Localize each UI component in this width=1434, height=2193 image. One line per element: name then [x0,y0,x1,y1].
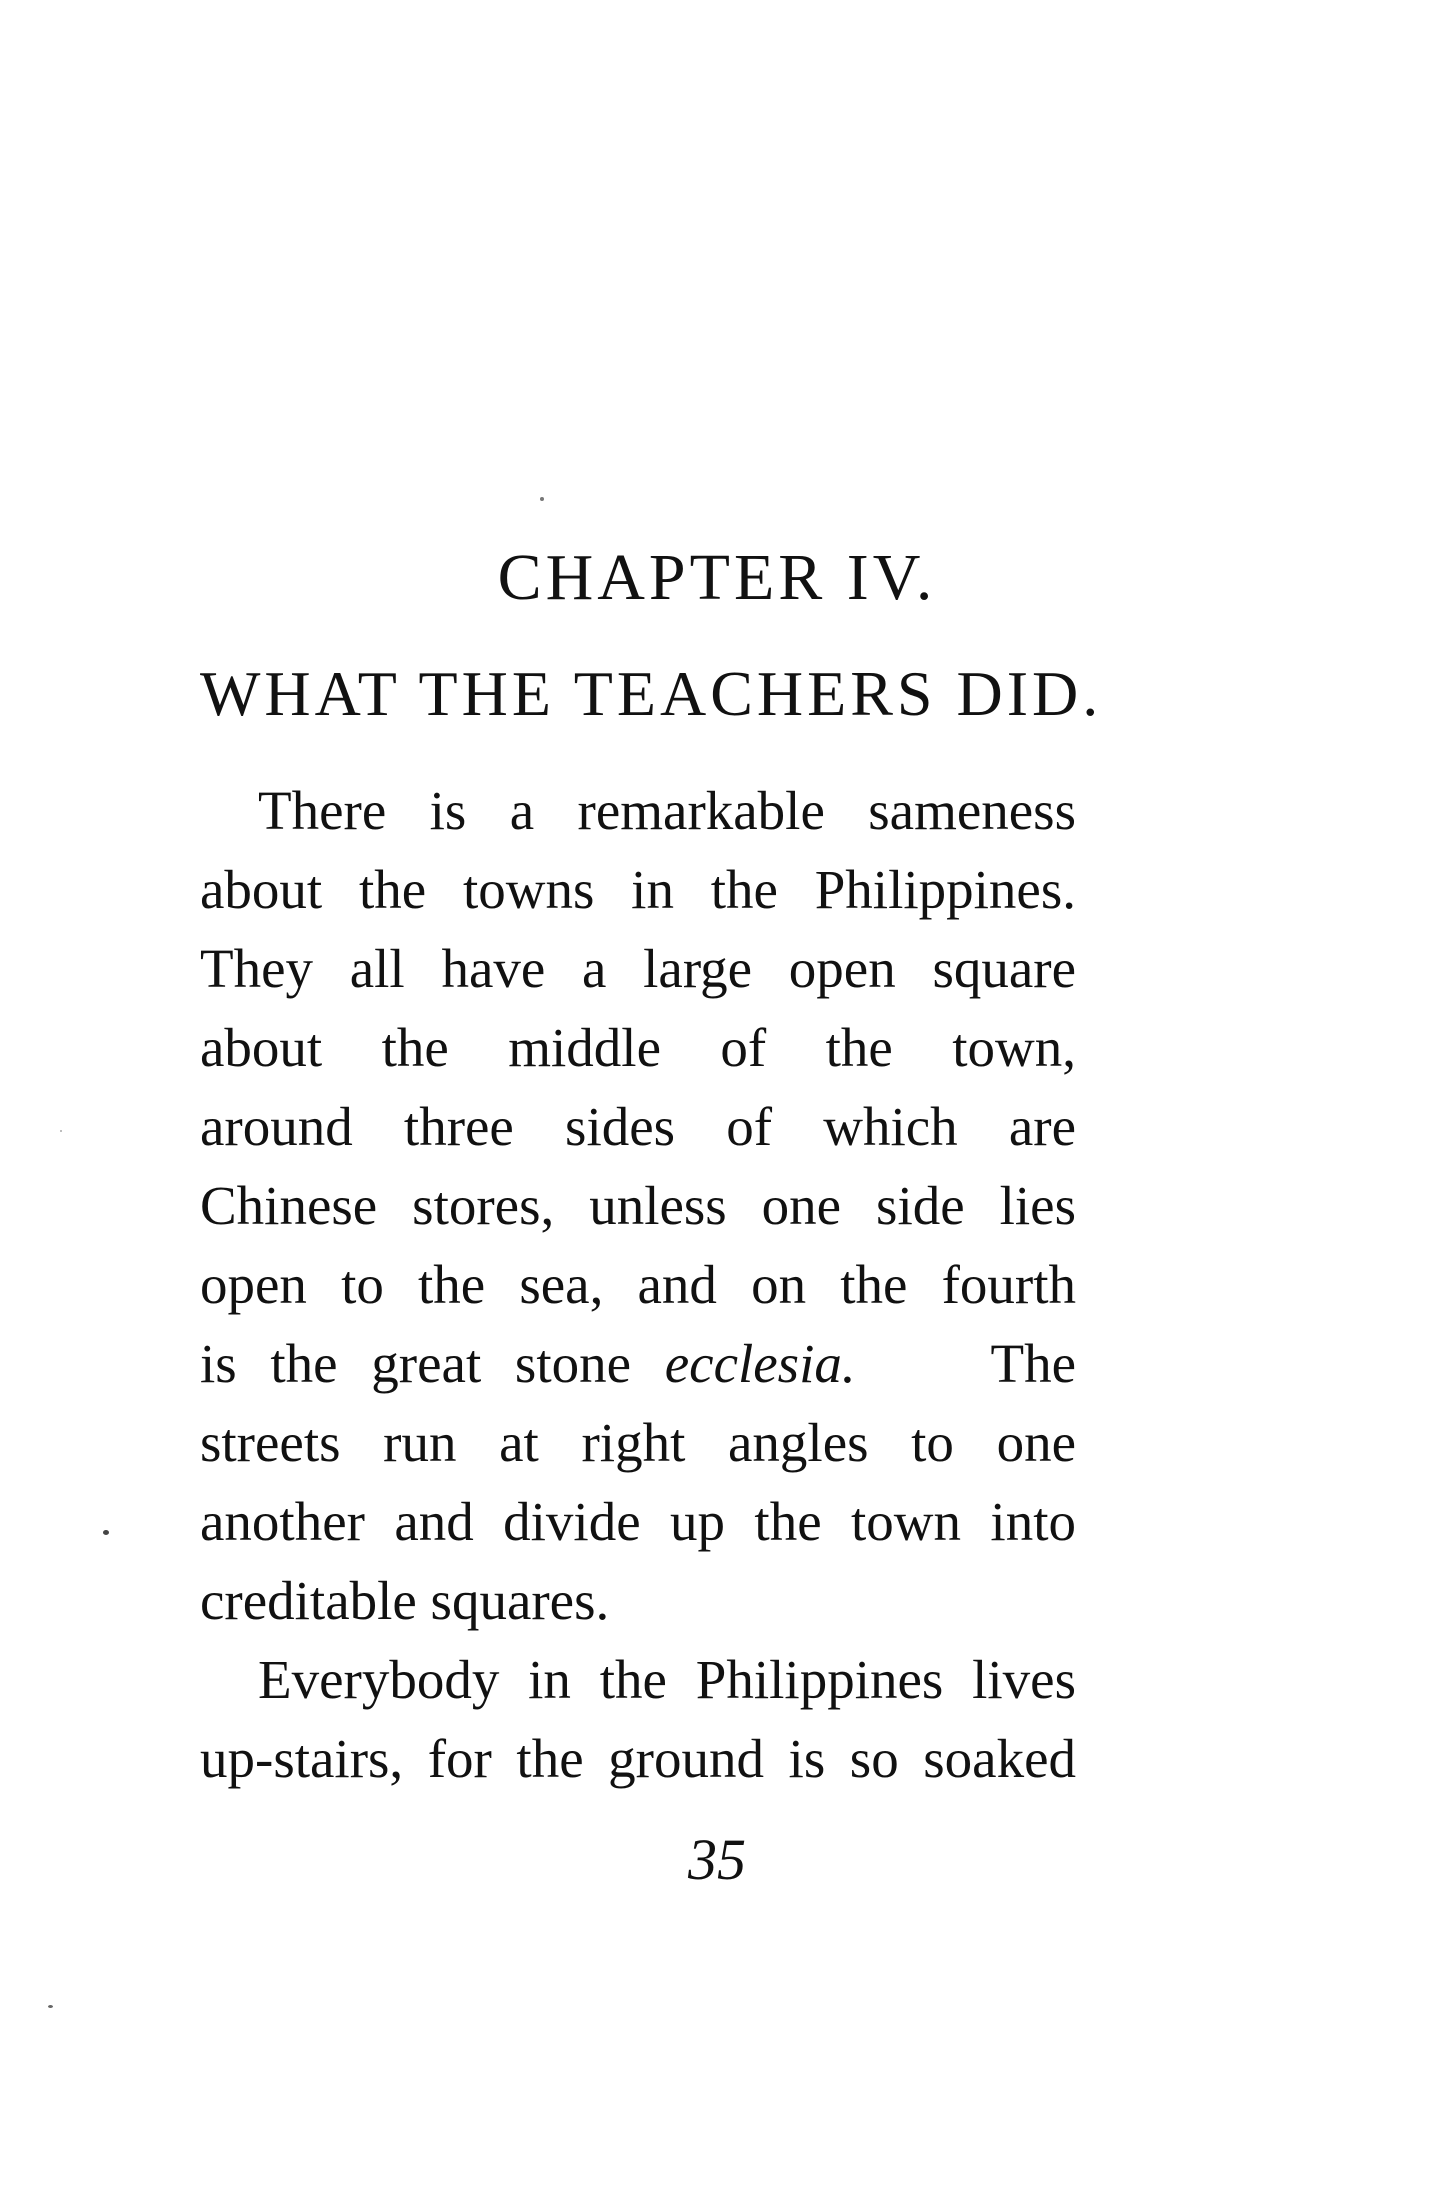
text-line: another and divide up the town into [200,1491,1076,1552]
text-line: They all have a large open square [200,938,1076,999]
text-line: creditable squares. [200,1570,610,1631]
scan-speck [60,1130,62,1132]
text-line: about the middle of the town, [200,1017,1076,1078]
body-text [200,771,1076,1798]
text-line: around three sides of which are [200,1096,1076,1157]
text-line: open to the sea, and on the fourth [200,1254,1076,1315]
text-line: up-stairs, for the ground is so soaked [200,1728,1076,1789]
text-line: streets run at right angles to one [200,1412,1076,1473]
text-line: There is a remarkable sameness [258,780,1076,841]
text-line: Everybody in the Philippines lives [258,1649,1076,1710]
text-line: about the towns in the Philippines. [200,859,1076,920]
text-line [200,1324,1076,1403]
scan-speck [540,497,544,501]
chapter-number: CHAPTER IV. [497,541,937,614]
chapter-title: WHAT THE TEACHERS DID. [200,658,1103,729]
page-number: 35 [688,1827,746,1892]
italic-term: ecclesia. [664,1333,856,1394]
text-line-part: is the great stone [200,1333,665,1394]
scan-speck [103,1530,109,1535]
text-line: Chinese stores, unless one side lies [200,1175,1076,1236]
text-line-part: The [990,1333,1076,1394]
scan-speck [48,2005,53,2008]
